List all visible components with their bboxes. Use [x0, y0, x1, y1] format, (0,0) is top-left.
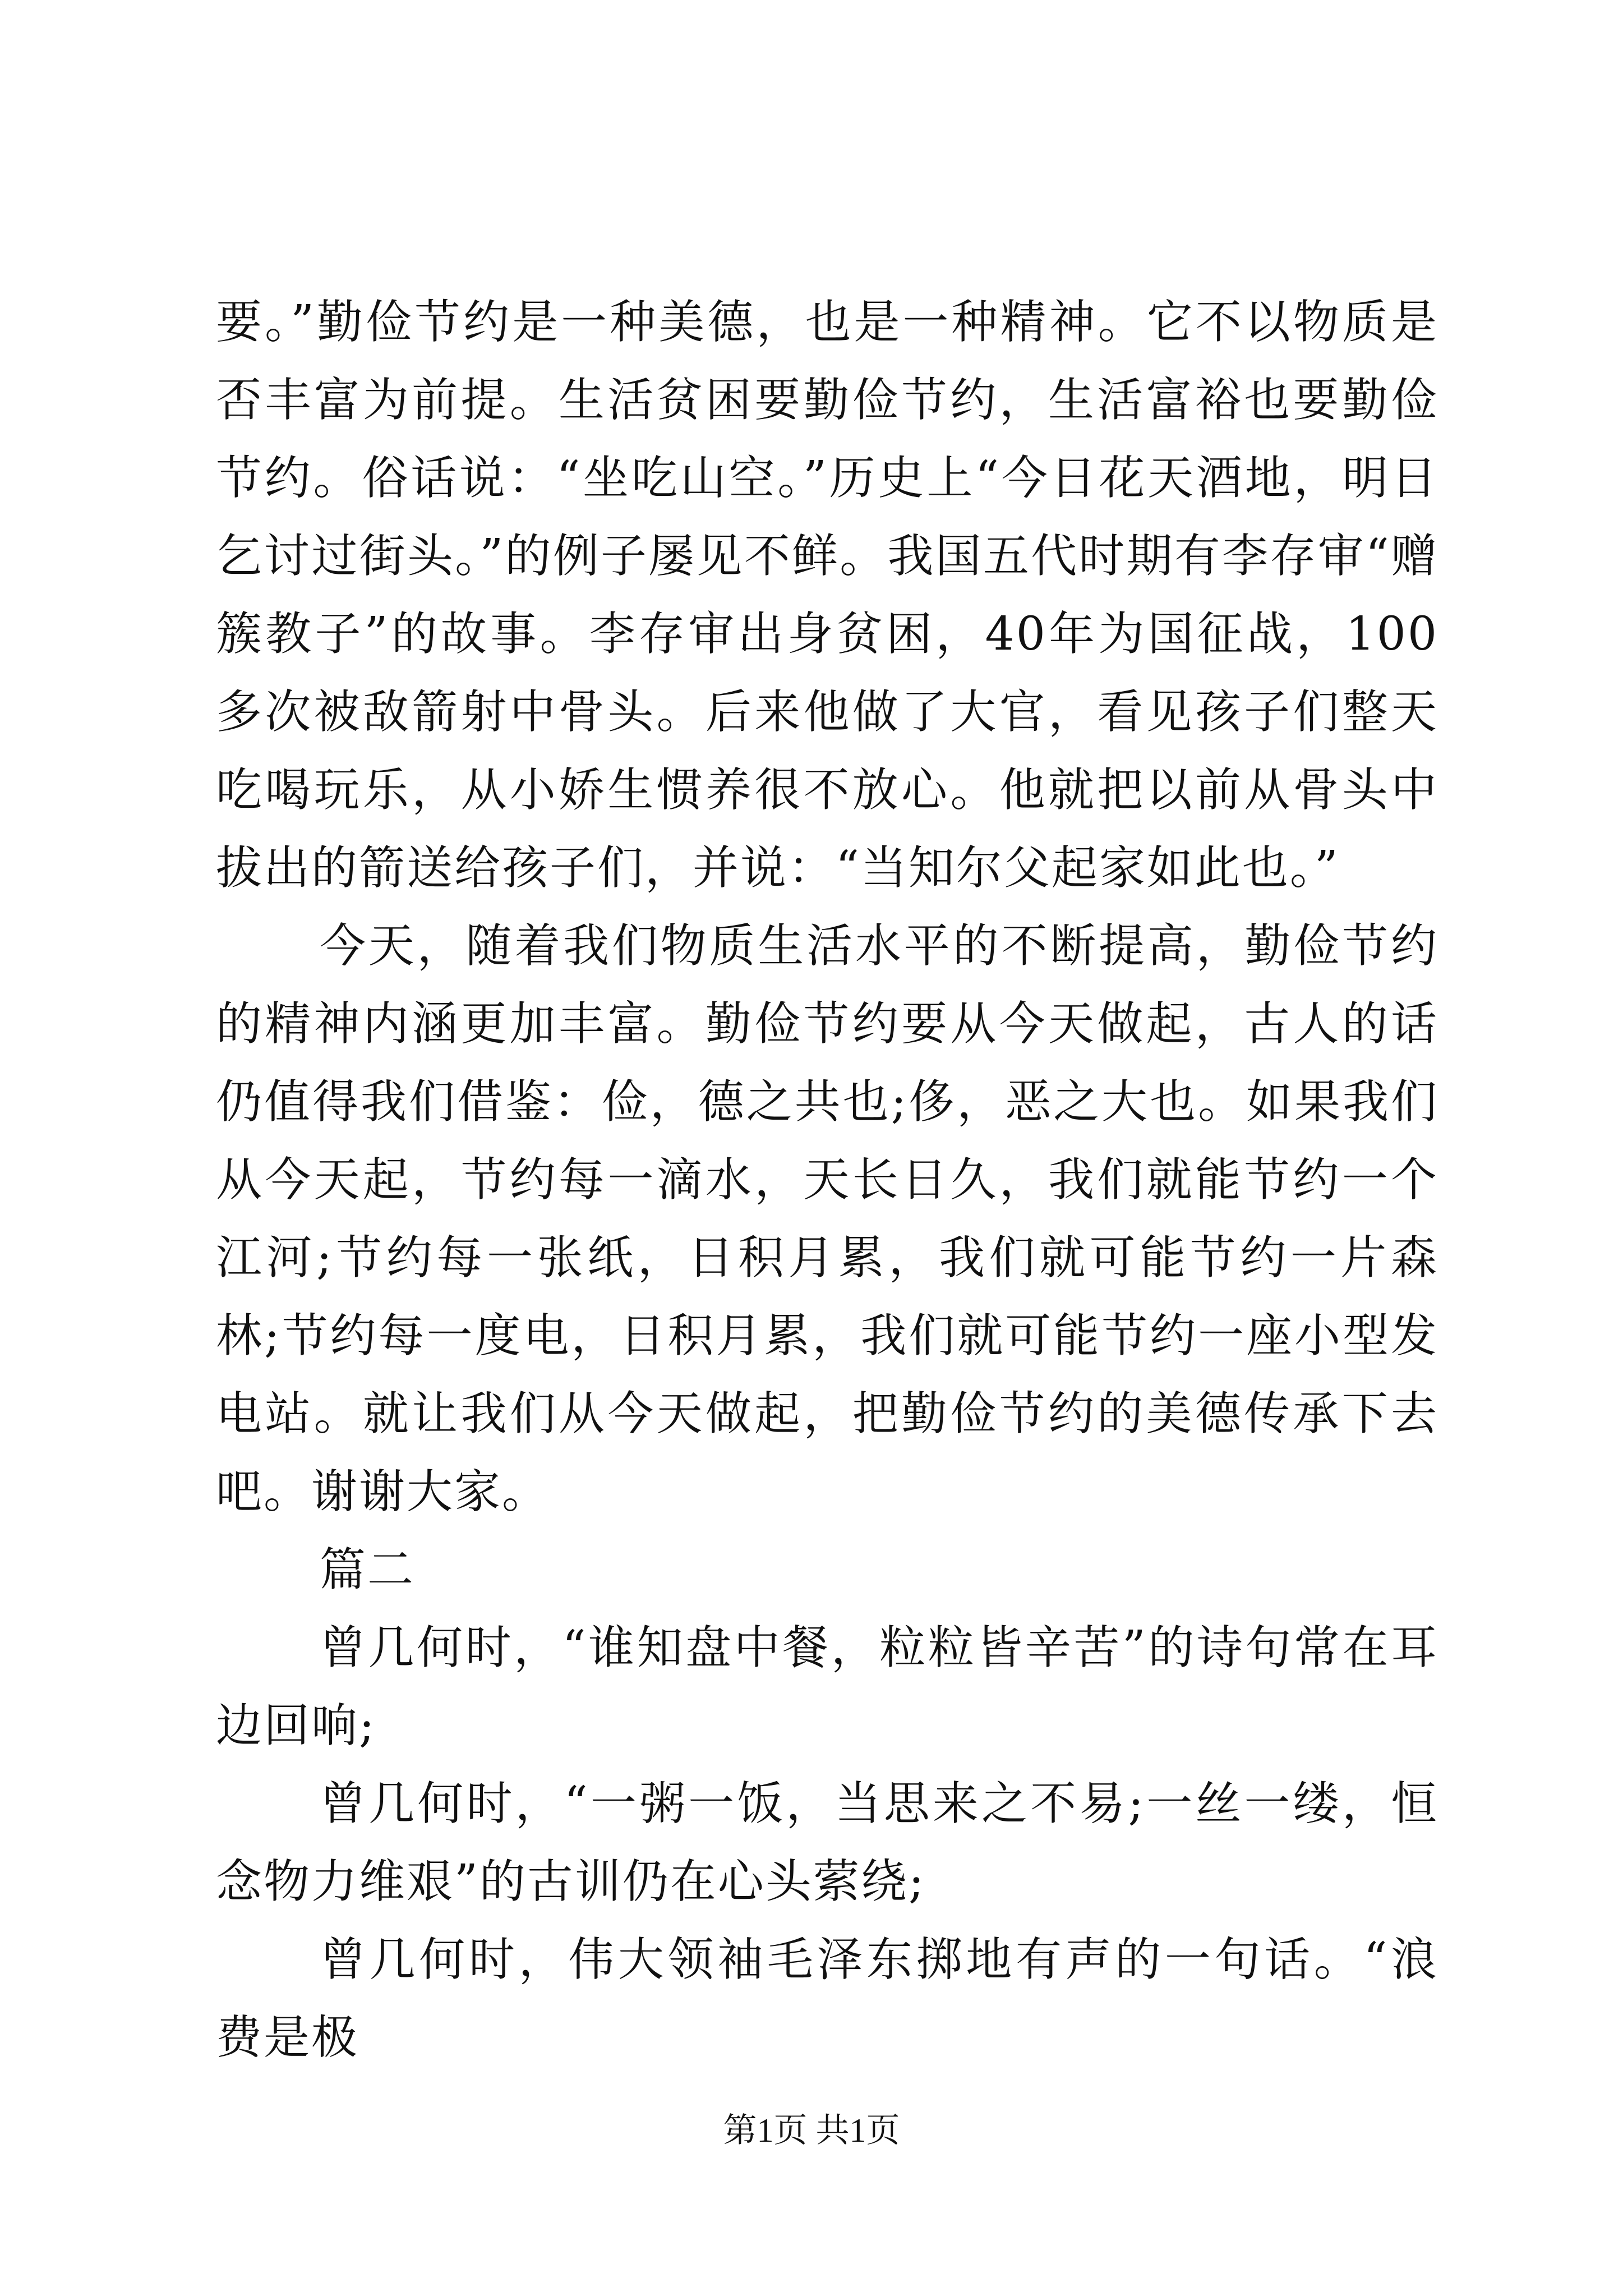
paragraph-5: 曾几何时，伟大领袖毛泽东掷地有声的一句话。“浪费是极 — [216, 1933, 1438, 2064]
section-heading: 篇二 — [320, 1543, 416, 1596]
paragraph-3: 曾几何时，“谁知盘中餐，粒粒皆辛苦”的诗句常在耳边回响; — [216, 1621, 1438, 1752]
paragraph-1: 要。”勤俭节约是一种美德，也是一种精神。它不以物质是否丰富为前提。生活贫困要勤俭节约，生活富裕也要勤俭节约。俗话说：“坐吃山空。”历史上“今日花天酒地，明日乞讨过街头。”的例子屡见不鲜。我国五代时期有李存审“赠簇教子”的故事。李存审出身贫困，40年为国征战，100多次被敌箭射中骨头。后来他做了大官，看见孩子们整天吃喝玩乐，从小娇生惯养很不放心。他就把以前从骨头中拔出的箭送给孩子们，并说：“当知尔父起家如此也。” — [216, 296, 1438, 895]
paragraph-4: 曾几何时，“一粥一饭，当思来之不易;一丝一缕，恒念物力维艰”的古训仍在心头萦绕; — [216, 1777, 1438, 1908]
paragraph-2: 今天，随着我们物质生活水平的不断提高，勤俭节约的精神内涵更加丰富。勤俭节约要从今天做起，古人的话仍值得我们借鉴：俭，德之共也;侈，恶之大也。如果我们从今天起，节约每一滴水，天长日久，我们就能节约一个江河;节约每一张纸，日积月累，我们就可能节约一片森林;节约每一度电，日积月累，我们就可能节约一座小型发电站。就让我们从今天做起，把勤俭节约的美德传承下去吧。谢谢大家。 — [216, 919, 1438, 1519]
document-body — [216, 283, 1438, 2077]
page-footer: 第1页 共1页 — [723, 2112, 900, 2149]
